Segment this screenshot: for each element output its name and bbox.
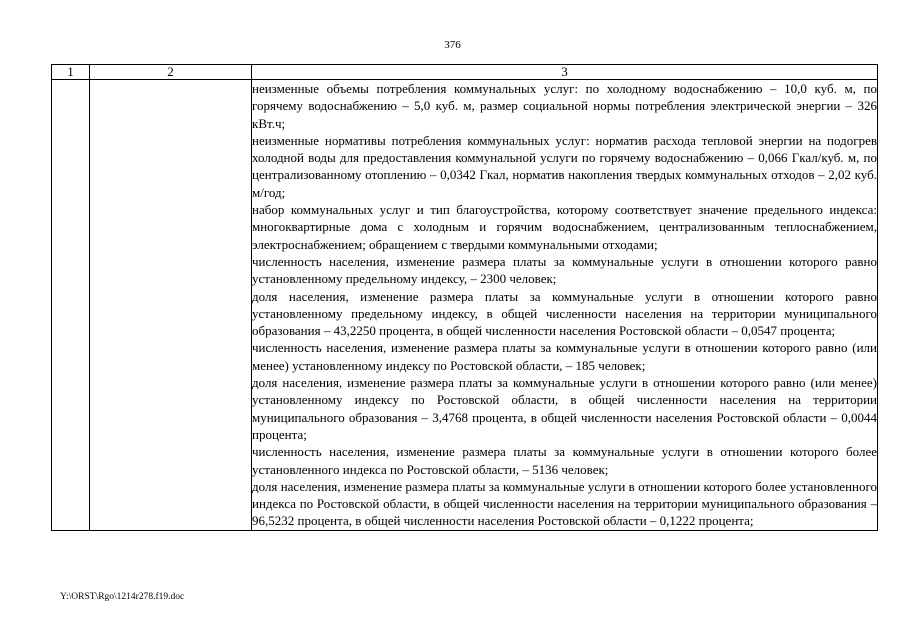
footer-file-path: Y:\ORST\Rgo\1214r278.f19.doc (60, 592, 185, 602)
paragraph: набор коммунальных услуг и тип благоустройства, которому соответствует значение предельного индекса: многоквартирные дома с холодным и горячим водоснабжением, централизованным теплоснабжением, электроснабжением; обращением с твердыми коммунальными отходами; (252, 202, 877, 252)
table-cell-col2 (90, 80, 252, 531)
column-header-1: 1 (52, 65, 90, 80)
paragraph: доля населения, изменение размера платы за коммунальные услуги в отношении которого равно (или менее) установленному индексу по Ростовской области, в общей численности населения на территории муниципального образования – 3,4768 процента, в общей численности населения Ростовской области – 0,0044 процента; (252, 375, 877, 442)
paragraph: доля населения, изменение размера платы за коммунальные услуги в отношении которого более установленного индекса по Ростовской области, в общей численности населения на территории муниципального образования – 96,5232 процента, в общей численности населения Ростовской области – 0,1222 процента; (252, 478, 877, 529)
table-header-row (52, 65, 878, 80)
paragraph: доля населения, изменение размера платы за коммунальные услуги в отношении которого равно установленному предельному индексу, в общей численности населения на территории муниципального образования – 43,2250 процента, в общей численности населения Ростовской области – 0,0547 процента; (252, 288, 877, 339)
paragraph: численность населения, изменение размера платы за коммунальные услуги в отношении которого равно (или менее) установленному индексу по Ростовской области, – 185 человек; (252, 340, 877, 373)
table-cell-col1 (52, 80, 90, 531)
paragraph: численность населения, изменение размера платы за коммунальные услуги в отношении которого более установленного индекса по Ростовской области, – 5136 человек; (252, 444, 877, 477)
table-cell-col3 (252, 80, 878, 531)
paragraph: неизменные объемы потребления коммунальных услуг: по холодному водоснабжению – 10,0 куб. м, по горячему водоснабжению – 5,0 куб. м, размер социальной нормы потребления электрической энергии – 326 кВт.ч; (252, 81, 877, 131)
column-header-2: 2 (90, 65, 252, 80)
table-row (52, 80, 878, 531)
paragraph: численность населения, изменение размера платы за коммунальные услуги в отношении которого равно установленному предельному индексу, – 2300 человек; (252, 253, 877, 287)
column-header-3: 3 (252, 65, 878, 80)
page-number: 376 (444, 39, 461, 51)
paragraph: неизменные нормативы потребления коммунальных услуг: норматив расхода тепловой энергии на подогрев холодной воды для предоставления коммунальной услуги по горячему водоснабжению – 0,066 Гкал/куб. м, по централизованному отоплению – 0,0342 Гкал, норматив накопления твердых коммунальных отходов – 2,02 куб. м/год; (252, 132, 877, 200)
document-table (51, 64, 878, 531)
